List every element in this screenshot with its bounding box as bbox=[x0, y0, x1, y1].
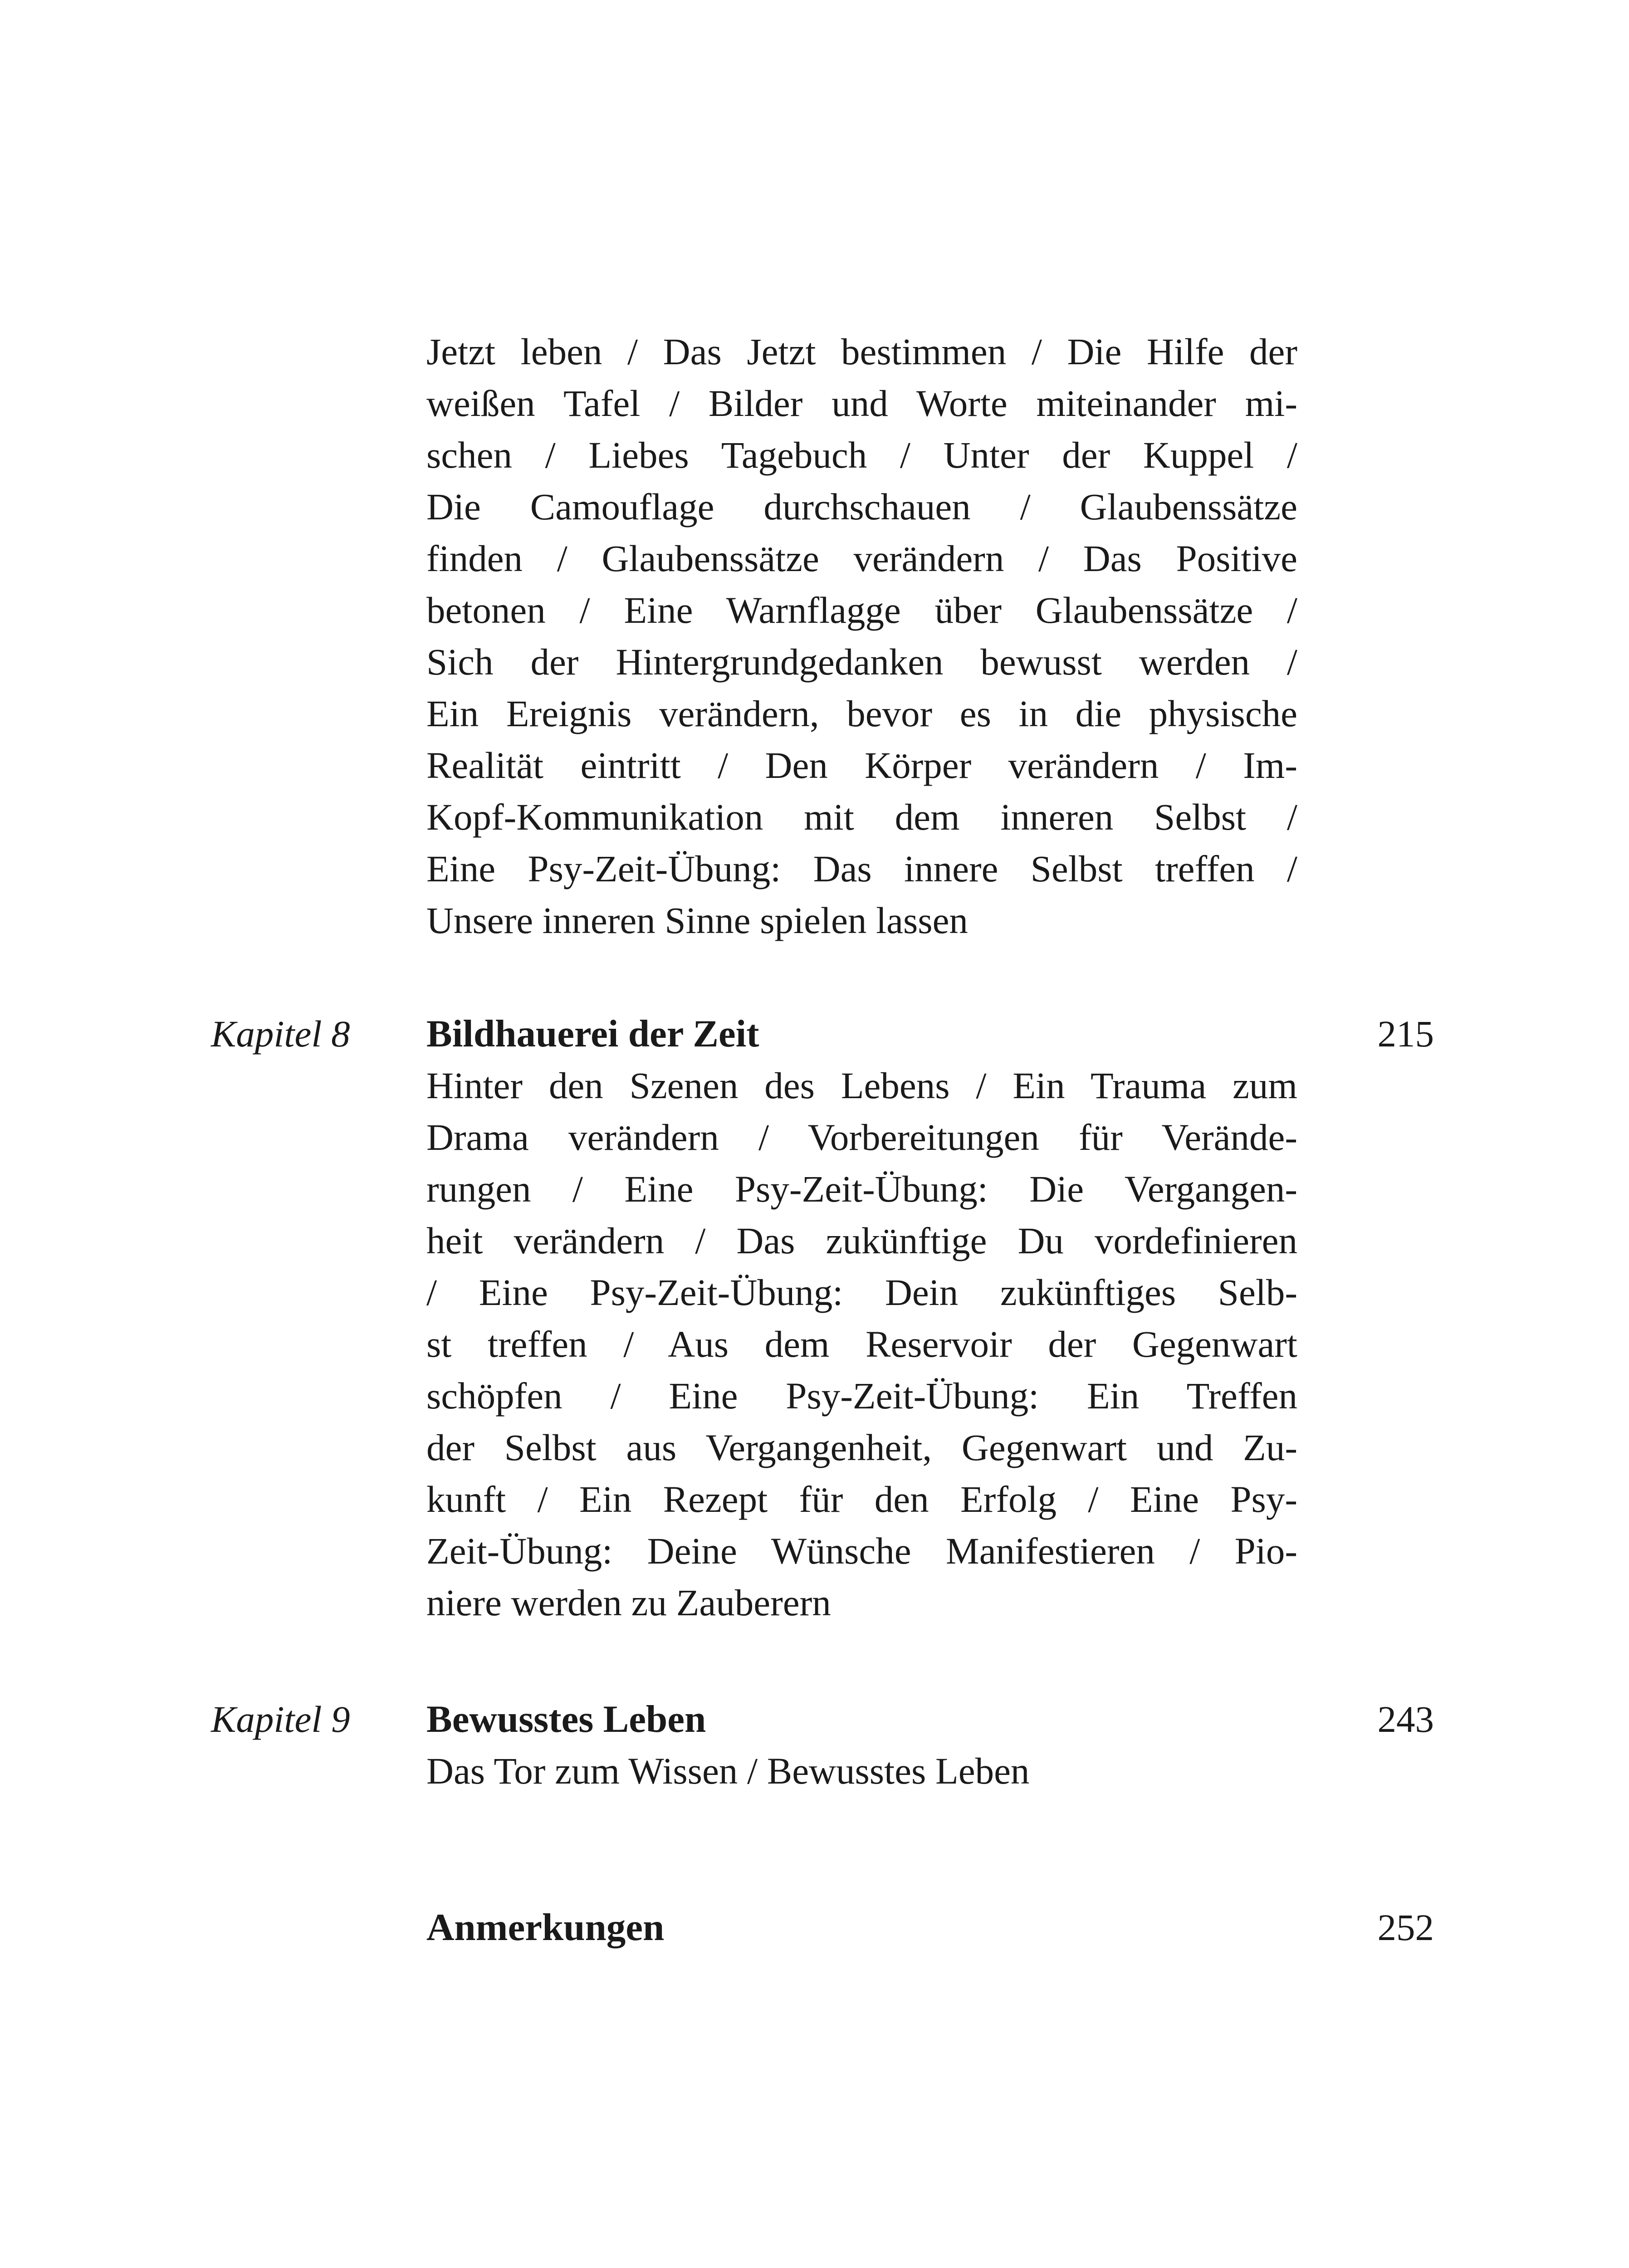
toc-line: niere werden zu Zauberern bbox=[426, 1582, 831, 1623]
toc-line: Das Tor zum Wissen / Bewusstes Leben bbox=[426, 1750, 1030, 1792]
chapter-8-page-number: 215 bbox=[1377, 1013, 1434, 1055]
toc-line: Zeit-Übung: Deine Wünsche Manifestieren / Pio- bbox=[426, 1530, 1297, 1572]
toc-line: / Eine Psy-Zeit-Übung: Dein zukünftiges Selb- bbox=[426, 1271, 1297, 1313]
toc-line: weißen Tafel / Bilder und Worte miteinander mi- bbox=[426, 382, 1297, 424]
toc-line: Hinter den Szenen des Lebens / Ein Trauma zum bbox=[426, 1065, 1297, 1106]
toc-line: finden / Glaubenssätze verändern / Das Positive bbox=[426, 538, 1297, 579]
toc-line: Jetzt leben / Das Jetzt bestimmen / Die Hilfe der bbox=[426, 331, 1297, 372]
toc-line: betonen / Eine Warnflagge über Glaubenssätze / bbox=[426, 589, 1297, 631]
toc-line: Kopf-Kommunikation mit dem inneren Selbst / bbox=[426, 796, 1297, 838]
notes-entry bbox=[426, 1901, 1297, 1953]
notes-page-number: 252 bbox=[1377, 1906, 1434, 1948]
chapter-9-label: Kapitel 9 bbox=[211, 1698, 350, 1740]
toc-line: schöpfen / Eine Psy-Zeit-Übung: Ein Treffen bbox=[426, 1375, 1297, 1417]
chapter-8-title: Bildhauerei der Zeit bbox=[426, 1012, 759, 1055]
toc-line: schen / Liebes Tagebuch / Unter der Kuppel / bbox=[426, 434, 1297, 476]
toc-line: Drama verändern / Vorbereitungen für Verände- bbox=[426, 1116, 1297, 1158]
toc-line: heit verändern / Das zukünftige Du vordefinieren bbox=[426, 1220, 1297, 1261]
chapter-9-entry bbox=[426, 1693, 1297, 1797]
chapter-9-page-number: 243 bbox=[1377, 1698, 1434, 1740]
notes-title: Anmerkungen bbox=[426, 1906, 665, 1949]
chapter-8-label: Kapitel 8 bbox=[211, 1013, 350, 1055]
toc-line: Realität eintritt / Den Körper verändern / Im- bbox=[426, 744, 1297, 786]
chapter-9-title: Bewusstes Leben bbox=[426, 1698, 706, 1740]
toc-line: Unsere inneren Sinne spielen lassen bbox=[426, 899, 968, 941]
toc-line: kunft / Ein Rezept für den Erfolg / Eine Psy- bbox=[426, 1478, 1297, 1520]
toc-line: rungen / Eine Psy-Zeit-Übung: Die Vergangen- bbox=[426, 1168, 1297, 1210]
toc-line: Die Camouflage durchschauen / Glaubenssätze bbox=[426, 486, 1297, 528]
toc-line: Eine Psy-Zeit-Übung: Das innere Selbst treffen / bbox=[426, 848, 1297, 890]
toc-line: der Selbst aus Vergangenheit, Gegenwart und Zu- bbox=[426, 1427, 1297, 1468]
chapter-8-entry bbox=[426, 1008, 1297, 1628]
toc-line: Ein Ereignis verändern, bevor es in die physische bbox=[426, 693, 1297, 734]
toc-line: Sich der Hintergrundgedanken bewusst werden / bbox=[426, 641, 1297, 683]
intro-subsections bbox=[426, 326, 1297, 946]
toc-line: st treffen / Aus dem Reservoir der Gegenwart bbox=[426, 1323, 1297, 1365]
